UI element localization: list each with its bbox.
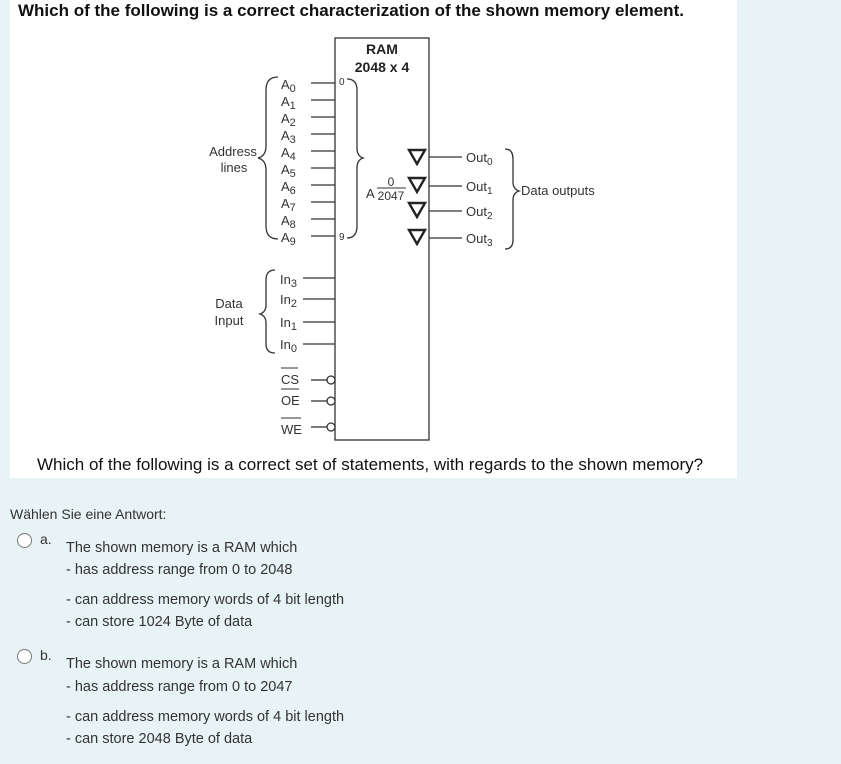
chip-size: 2048 x 4 <box>354 59 410 75</box>
output-buffer <box>409 203 425 217</box>
internal-a-prefix: A <box>366 186 375 201</box>
internal-address-bracket <box>347 79 363 238</box>
option-b[interactable] <box>0 644 841 764</box>
input-pin-in2: $In_2$ <box>280 292 297 310</box>
chip-title: RAM <box>366 41 398 57</box>
option-a-letter: a. <box>40 531 52 547</box>
option-b-letter: b. <box>40 647 52 663</box>
address-pin-a0: $A_0$ <box>281 77 296 95</box>
option-a[interactable] <box>0 528 841 648</box>
output-out2: Out$_2$ <box>466 204 493 222</box>
data-outputs-label: Data outputs <box>521 183 595 198</box>
address-pin-a8: $A_8$ <box>281 213 296 231</box>
output-buffer <box>409 178 425 192</box>
option-b-line-2: - has address range from 0 to 2047 <box>66 679 293 695</box>
internal-bracket-start: 0 <box>339 77 345 88</box>
option-a-line-2: - has address range from 0 to 2048 <box>66 562 293 578</box>
data-input-label-line1: Data <box>215 296 243 311</box>
option-b-radio[interactable] <box>17 649 32 664</box>
internal-range-bottom: 2047 <box>377 189 405 203</box>
input-pin-in1: $In_1$ <box>280 315 297 333</box>
option-b-line-1: The shown memory is a RAM which <box>66 656 298 672</box>
input-pin-in0: $In_0$ <box>280 337 297 355</box>
inversion-bubble <box>327 397 335 405</box>
option-a-line-4: - can store 1024 Byte of data <box>66 614 253 630</box>
address-pin-a5: $A_5$ <box>281 162 296 180</box>
inversion-bubble <box>327 423 335 431</box>
option-b-line-4: - can store 2048 Byte of data <box>66 731 253 747</box>
answer-prompt: Wählen Sie eine Antwort: <box>10 506 167 522</box>
output-out3: Out$_3$ <box>466 231 493 249</box>
data-input-bracket <box>260 270 275 353</box>
option-a-line-3: - can address memory words of 4 bit length <box>66 592 345 608</box>
internal-range-top: 0 <box>387 175 395 189</box>
output-buffer <box>409 150 425 164</box>
address-pin-a4: $A_4$ <box>281 145 296 163</box>
address-pin-a7: $A_7$ <box>281 196 296 214</box>
address-pin-a2: $A_2$ <box>281 111 296 129</box>
internal-bracket-end: 9 <box>339 232 345 243</box>
control-pin-cs: CS <box>281 372 300 387</box>
address-label-line2: lines <box>220 160 248 175</box>
output-bracket <box>505 149 519 249</box>
inversion-bubble <box>327 376 335 384</box>
control-pin-oe: OE <box>281 393 300 408</box>
input-pin-in3: $In_3$ <box>280 272 297 290</box>
output-out1: Out$_1$ <box>466 179 493 197</box>
output-buffer <box>409 230 425 244</box>
sub-question: Which of the following is a correct set of statements, with regards to the shown memory? <box>37 455 704 474</box>
address-pin-a6: $A_6$ <box>281 179 296 197</box>
option-b-line-3: - can address memory words of 4 bit length <box>66 709 345 725</box>
output-out0: Out$_0$ <box>466 150 493 168</box>
address-pin-a1: $A_1$ <box>281 94 296 112</box>
question-title: Which of the following is a correct characterization of the shown memory element. <box>18 1 684 20</box>
address-pin-a9: $A_9$ <box>281 230 296 248</box>
address-pin-a3: $A_3$ <box>281 128 296 146</box>
address-label-line1: Address <box>209 144 257 159</box>
option-a-radio[interactable] <box>17 533 32 548</box>
control-pin-we: WE <box>281 422 302 437</box>
address-bracket <box>258 77 278 239</box>
option-a-line-1: The shown memory is a RAM which <box>66 540 298 556</box>
data-input-label-line2: Input <box>214 313 244 328</box>
